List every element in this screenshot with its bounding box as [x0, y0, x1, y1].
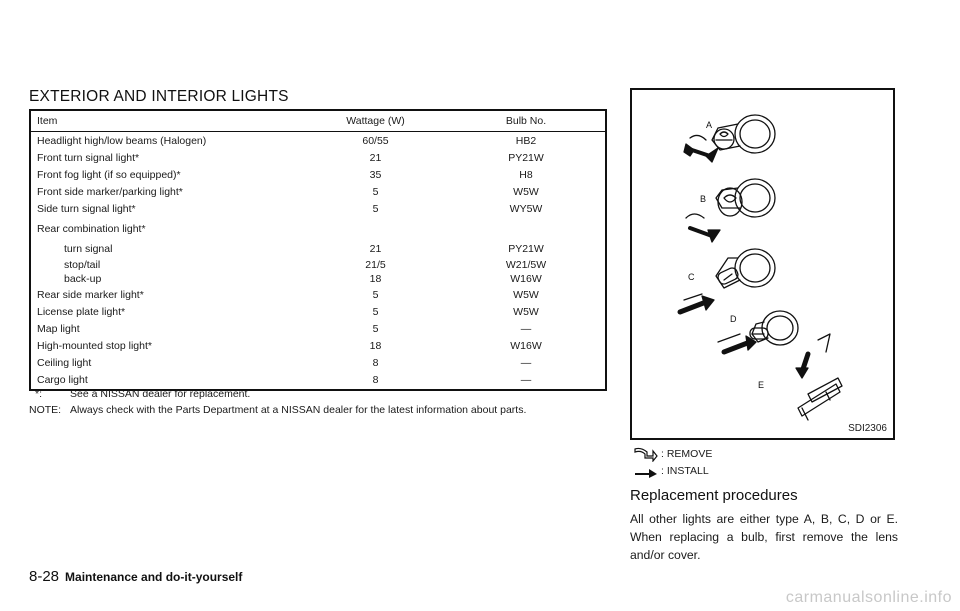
cell-bulb: W16W — [510, 272, 542, 285]
bulb-types-illustration — [632, 90, 893, 438]
cell-wattage: 18 — [369, 340, 382, 353]
cell-item: Cargo light — [37, 374, 88, 387]
header-bulb: Bulb No. — [505, 115, 547, 127]
asterisk-note — [29, 388, 250, 400]
cell-bulb: PY21W — [508, 242, 544, 255]
cell-item: Rear side marker light* — [37, 288, 144, 301]
cell-wattage: 8 — [372, 374, 379, 387]
table-row — [31, 218, 605, 240]
cell-wattage: 21 — [369, 242, 382, 255]
table-row — [31, 149, 605, 166]
table-row — [31, 303, 605, 320]
cell-wattage: 5 — [372, 322, 379, 335]
asterisk-label: *: — [35, 388, 43, 400]
cell-item: Front turn signal light* — [37, 151, 140, 164]
parts-note — [29, 404, 526, 416]
subsection-title: Replacement procedures — [630, 487, 798, 504]
cell-bulb: WY5W — [509, 203, 543, 216]
cell-wattage: 21/5 — [365, 258, 386, 271]
note-text: Always check with the Parts Department at a NISSAN dealer for the latest information about parts. — [70, 404, 527, 416]
install-arrow-icon — [633, 463, 659, 479]
chapter-title: Maintenance and do-it-yourself — [65, 570, 243, 584]
cell-item: Ceiling light — [37, 357, 92, 370]
table-row — [31, 184, 605, 201]
cell-item: Front side marker/parking light* — [37, 186, 183, 199]
label-type-c: C — [688, 272, 695, 282]
arrow-e-icon — [796, 334, 830, 378]
cell-wattage: 5 — [372, 186, 379, 199]
table-row — [31, 372, 605, 389]
page-footer — [29, 568, 242, 585]
cell-item: Rear combination light* — [37, 222, 146, 235]
body-text: All other lights are either type A, B, C, D or E. When replacing a bulb, first remove the lens and/or cover. — [630, 512, 898, 562]
cell-bulb: — — [520, 357, 532, 370]
label-type-b: B — [700, 194, 707, 204]
bulb-c-icon — [716, 249, 775, 288]
bulb-a-icon — [712, 115, 775, 153]
cell-item: Map light — [37, 322, 80, 335]
table-row — [31, 355, 605, 372]
watermark: carmanualsonline.info — [785, 589, 952, 606]
label-type-a: A — [706, 120, 713, 130]
cell-bulb: W21/5W — [505, 258, 547, 271]
cell-item: Side turn signal light* — [37, 203, 136, 216]
label-type-d: D — [730, 314, 737, 324]
cell-item: stop/tail — [64, 258, 101, 271]
cell-item: License plate light* — [37, 305, 126, 318]
table-row — [31, 132, 605, 149]
cell-bulb: — — [520, 374, 532, 387]
legend-remove-text: : REMOVE — [661, 448, 713, 460]
bulb-b-icon — [716, 179, 775, 217]
header-wattage: Wattage (W) — [346, 115, 405, 127]
bulb-e-icon — [798, 378, 842, 420]
cell-bulb: — — [520, 322, 532, 335]
arrow-c-icon — [680, 294, 714, 312]
table-row — [31, 272, 605, 286]
cell-bulb: W5W — [513, 288, 539, 301]
table-row — [31, 286, 605, 303]
cell-item: Front fog light (if so equipped)* — [37, 168, 181, 181]
page-number: 8-28 — [29, 568, 60, 585]
table-row — [31, 240, 605, 258]
bulb-d-icon — [750, 311, 798, 345]
table-row — [31, 258, 605, 272]
cell-bulb: H8 — [519, 168, 533, 181]
cell-bulb: PY21W — [508, 151, 544, 164]
legend-remove — [633, 446, 712, 462]
cell-bulb: HB2 — [515, 134, 537, 147]
cell-wattage: 60/55 — [362, 134, 389, 147]
cell-wattage: 35 — [369, 168, 382, 181]
cell-bulb: W5W — [513, 186, 539, 199]
figure-code: SDI2306 — [848, 423, 887, 434]
cell-item: back-up — [64, 272, 102, 285]
cell-wattage: 8 — [372, 357, 379, 370]
cell-item: Headlight high/low beams (Halogen) — [37, 134, 207, 147]
note-label: NOTE: — [29, 404, 62, 416]
bulb-types-figure — [630, 88, 895, 440]
cell-wattage: 5 — [372, 203, 379, 216]
table-row — [31, 320, 605, 337]
remove-arrow-icon — [633, 446, 659, 462]
cell-wattage: 5 — [372, 305, 379, 318]
header-item: Item — [37, 115, 58, 127]
table-row — [31, 201, 605, 218]
table-header — [31, 111, 605, 132]
section-title: EXTERIOR AND INTERIOR LIGHTS — [29, 88, 289, 105]
table-row — [31, 338, 605, 355]
legend-install — [633, 463, 709, 479]
table-row — [31, 166, 605, 183]
cell-wattage: 21 — [369, 151, 382, 164]
cell-item: High-mounted stop light* — [37, 340, 152, 353]
cell-wattage: 18 — [369, 272, 382, 285]
asterisk-text: See a NISSAN dealer for replacement. — [70, 388, 251, 400]
arrow-b-icon — [686, 214, 720, 242]
label-type-e: E — [758, 380, 765, 390]
bulb-spec-table — [29, 109, 607, 391]
cell-bulb: W16W — [510, 340, 542, 353]
cell-wattage: 5 — [372, 288, 379, 301]
cell-bulb: W5W — [513, 305, 539, 318]
legend-install-text: : INSTALL — [661, 465, 709, 477]
cell-item: turn signal — [64, 242, 113, 255]
